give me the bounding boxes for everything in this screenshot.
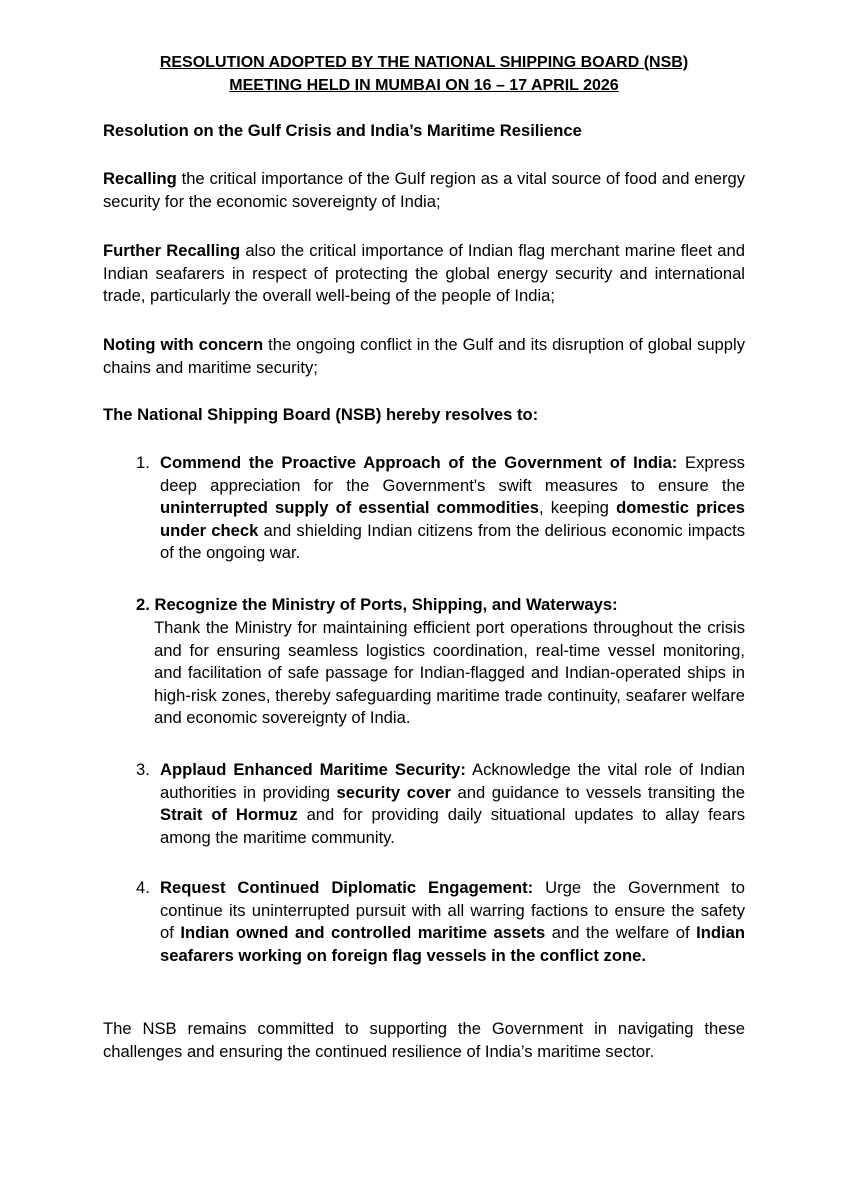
preamble-text: the critical importance of the Gulf region as a vital source of food and energy security for the economic sovereignty of India; <box>103 169 745 211</box>
item-segment: Commend the Proactive Approach of the Government of India: <box>160 453 678 472</box>
item-segment: uninterrupted supply of essential commodities <box>160 498 540 517</box>
item-segment: security cover <box>336 782 451 802</box>
resolution-item-2-heading <box>136 594 756 617</box>
document-title-line-2: MEETING HELD IN MUMBAI ON 16 – 17 APRIL 2026 <box>229 77 619 94</box>
resolution-item-4 <box>160 877 745 967</box>
resolution-subtitle: Resolution on the Gulf Crisis and India’s Maritime Resilience <box>103 121 582 140</box>
preamble-text: the ongoing conflict in the Gulf and its disruption of global supply chains and maritime security; <box>103 335 745 377</box>
item-segment: and for providing daily situational updates to allay fears among the maritime community. <box>160 805 745 847</box>
resolves-heading: The National Shipping Board (NSB) hereby resolves to: <box>103 405 539 424</box>
item-segment: Applaud Enhanced Maritime Security: <box>160 760 466 779</box>
item-heading: Recognize the Ministry of Ports, Shipping, and Waterways: <box>154 595 618 614</box>
preamble-text: also the critical importance of Indian flag merchant marine fleet and Indian seafarers in respect of protecting the global energy security and international trade, particularly the overall well-being of the people of India; <box>103 241 745 305</box>
closing-paragraph: The NSB remains committed to supporting the Government in navigating these challenges and ensuring the continued resilience of India’s maritime sector. <box>103 1019 745 1061</box>
item-segment: Urge the Government to continue its uninterrupted pursuit with all warring factions to ensure the safety of <box>160 878 745 942</box>
item-segment: Strait of Hormuz <box>160 805 298 824</box>
item-segment: Express deep appreciation for the Government's swift measures to ensure the <box>160 453 745 495</box>
preamble-further-recalling <box>103 240 745 308</box>
item-segment: and the welfare of <box>545 923 697 942</box>
preamble-lead: Noting with concern <box>103 335 264 354</box>
resolution-item-number: 3. <box>136 760 150 779</box>
resolution-item-number: 1. <box>136 453 150 472</box>
resolution-item-2-body: Thank the Ministry for maintaining efficient port operations throughout the crisis and for ensuring seamless logistics coordination, real-time vessel monitoring, and facilitation of safe passage for Indian-flagged and Indian-operated ships in high-risk zones, thereby safeguarding maritime trade continuity, seafarer welfare and economic sovereignty of India. <box>154 618 745 727</box>
item-segment: domestic prices under check <box>160 498 745 540</box>
resolution-item-1 <box>160 452 745 565</box>
item-segment: Indian seafarers working on foreign flag vessels in the conflict zone. <box>160 923 746 965</box>
item-segment: and guidance to vessels transiting the <box>451 782 745 802</box>
item-segment: Acknowledge the vital role of Indian authorities in providing <box>160 760 746 802</box>
resolution-item-number: 4. <box>136 878 150 897</box>
item-segment: Request Continued Diplomatic Engagement: <box>160 878 534 897</box>
resolution-item-3 <box>160 759 745 849</box>
document-title-line-1: RESOLUTION ADOPTED BY THE NATIONAL SHIPPING BOARD (NSB) <box>159 54 689 71</box>
preamble-noting-with-concern <box>103 334 745 379</box>
item-segment: Indian owned and controlled maritime assets <box>180 923 546 942</box>
item-segment: and shielding Indian citizens from the delirious economic impacts of the ongoing war. <box>160 520 745 562</box>
resolution-item-number: 2. <box>136 595 150 614</box>
preamble-recalling <box>103 168 745 213</box>
preamble-lead: Further Recalling <box>103 241 241 260</box>
preamble-lead: Recalling <box>103 169 177 188</box>
item-segment: , keeping <box>539 498 617 517</box>
